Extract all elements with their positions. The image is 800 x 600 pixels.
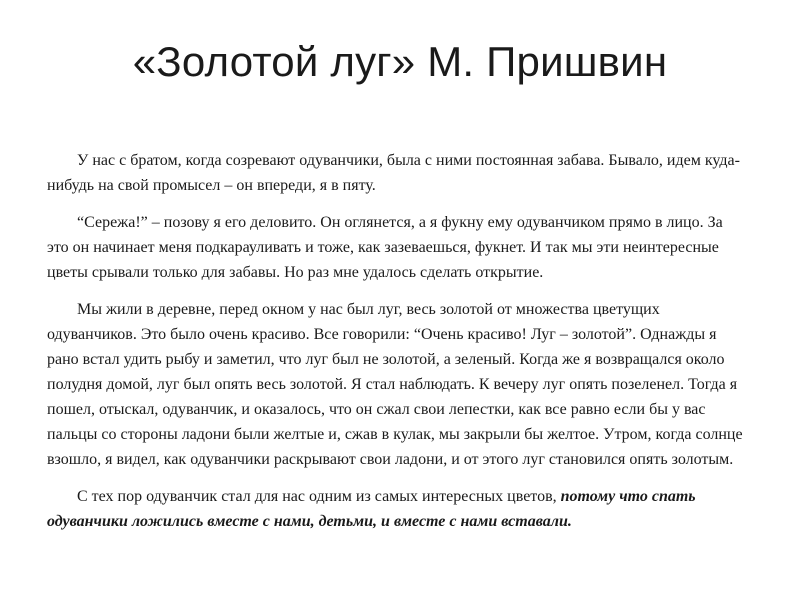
paragraph-4-emphasis: потому что спать одуванчики ложились вместе с нами, детьми, и вместе с нами вставали. (47, 488, 696, 530)
text-body (47, 148, 747, 546)
paragraph-2: “Сережа!” – позову я его деловито. Он оглянется, а я фукну ему одуванчиком прямо в лицо. За это он начинает меня подкарауливать и тоже, как зазеваешься, фукнет. И так мы эти неинтересные цветы срывали только для забавы. Но раз мне удалось сделать открытие. (47, 214, 723, 281)
paragraph-4 (47, 484, 747, 534)
slide-title: «Золотой луг» М. Пришвин (132, 38, 668, 85)
paragraph-1: У нас с братом, когда созревают одуванчики, была с ними постоянная забава. Бывало, идем куда-нибудь на свой промысел – он впереди, я в пяту. (47, 152, 740, 194)
paragraph-3: Мы жили в деревне, перед окном у нас был луг, весь золотой от множества цветущих одуванчиков. Это было очень красиво. Все говорили: “Очень красиво! Луг – золотой”. Однажды я рано встал удить рыбу и заметил, что луг был не золотой, а зеленый. Когда же я возвращался около полудня домой, луг был опять весь золотой. Я стал наблюдать. К вечеру луг опять позеленел. Тогда я пошел, отыскал, одуванчик, и оказалось, что он сжал свои лепестки, как все равно если бы у вас пальцы со стороны ладони были желтые и, сжав в кулак, мы закрыли бы желтое. Утром, когда солнце взошло, я видел, как одуванчики раскрывают свои ладони, и от этого луг становился опять золотым. (47, 301, 743, 468)
paragraph-4-text: С тех пор одуванчик стал для нас одним из самых интересных цветов, (77, 488, 561, 505)
